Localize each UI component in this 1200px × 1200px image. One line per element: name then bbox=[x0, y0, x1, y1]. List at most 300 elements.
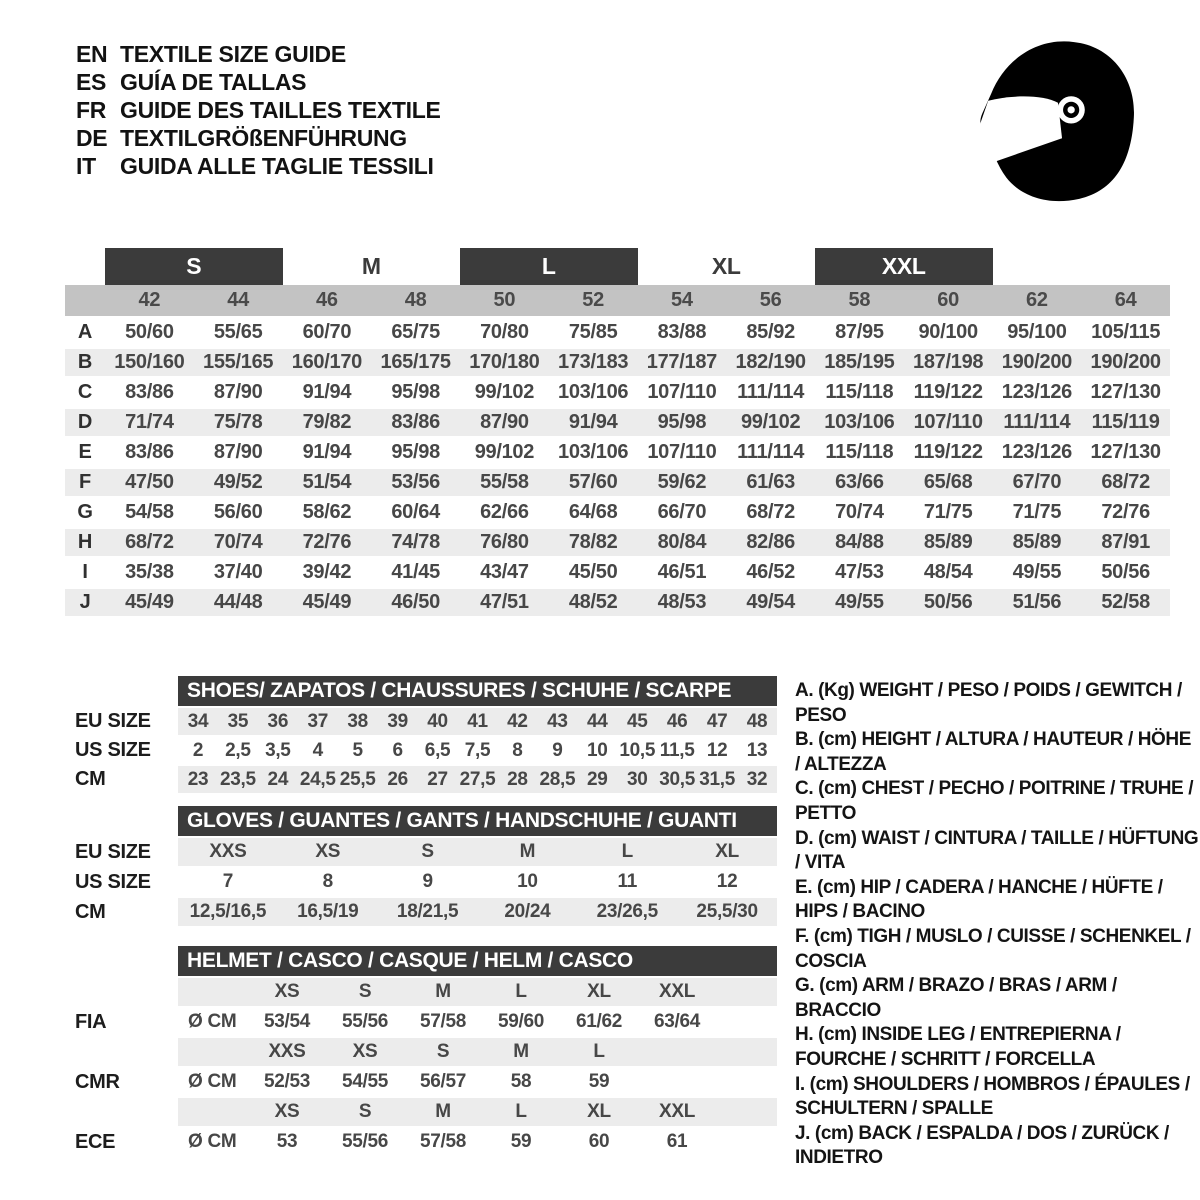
size-value-cell: XXS bbox=[209, 841, 247, 862]
helmet-size-label: XXL bbox=[658, 981, 696, 1002]
size-value-cell: 37/40 bbox=[213, 561, 263, 583]
numeric-size-label: 50 bbox=[493, 289, 516, 311]
numeric-size-label: 42 bbox=[138, 289, 161, 311]
size-value-cell: 49/52 bbox=[213, 471, 263, 493]
row-letter-label: B bbox=[77, 351, 93, 373]
measurement-row-c bbox=[65, 376, 1170, 406]
size-value-cell: 10 bbox=[587, 739, 608, 761]
row-values bbox=[178, 766, 777, 793]
size-value-cell: 115/119 bbox=[1091, 411, 1160, 433]
size-value-cell: 70/80 bbox=[480, 321, 529, 343]
size-value-cell: 76/80 bbox=[480, 531, 529, 553]
size-value-cell: 47 bbox=[706, 710, 728, 732]
size-value-cell: 155/165 bbox=[203, 351, 274, 373]
standard-label: FIA bbox=[75, 1010, 107, 1033]
size-value-cell: 11 bbox=[617, 871, 637, 892]
legend-entry: J. (cm) BACK / ESPALDA / DOS / ZURÜCK / INDIETRO bbox=[795, 1122, 1169, 1169]
size-value-cell: 49/55 bbox=[835, 591, 884, 613]
size-value-cell: 30,5 bbox=[659, 768, 696, 790]
size-value-cell: 57/58 bbox=[419, 1131, 467, 1152]
size-value-cell: 46/52 bbox=[746, 561, 795, 583]
helmet-size-label: S bbox=[436, 1041, 450, 1062]
size-value-cell: 87/90 bbox=[213, 381, 263, 403]
diameter-unit-label: Ø CM bbox=[188, 1011, 237, 1032]
gloves-row-eu-size bbox=[75, 838, 777, 866]
size-value-cell: 28,5 bbox=[539, 768, 576, 790]
measurement-row-b bbox=[65, 346, 1170, 376]
size-value-cell: 71/75 bbox=[923, 501, 973, 523]
size-value-cell: 60 bbox=[588, 1131, 610, 1152]
size-value-cell: 71/75 bbox=[1012, 501, 1062, 523]
size-value-cell: 23,5 bbox=[220, 768, 256, 790]
size-value-cell: 3,5 bbox=[265, 739, 291, 761]
size-value-cell: 68/72 bbox=[125, 531, 174, 553]
helmet-size-header-row-cmr bbox=[75, 1038, 777, 1066]
row-label: EU SIZE bbox=[75, 840, 151, 863]
size-value-cell: 60/70 bbox=[302, 321, 352, 343]
size-value-cell: 63/66 bbox=[835, 471, 884, 493]
size-value-cell: 173/183 bbox=[558, 351, 629, 373]
size-value-cell: 50/56 bbox=[1101, 561, 1150, 583]
measurement-row-d bbox=[65, 406, 1170, 436]
size-value-cell: 25,5/30 bbox=[696, 901, 758, 922]
language-code: ES bbox=[76, 69, 107, 95]
helmet-size-labels bbox=[178, 1038, 777, 1066]
legend-entry: H. (cm) INSIDE LEG / ENTREPIERNA / FOURCHE / SCHRITT / FORCELLA bbox=[795, 1024, 1121, 1070]
size-value-cell: 38 bbox=[347, 710, 368, 732]
size-value-cell: 32 bbox=[746, 768, 768, 790]
helmet-size-label: L bbox=[593, 1041, 605, 1062]
guide-title: GUIDA ALLE TAGLIE TESSILI bbox=[120, 153, 434, 179]
size-group-label-s: S bbox=[105, 248, 283, 285]
size-value-cell: 60/64 bbox=[391, 501, 440, 523]
helmet-standard-row-ece bbox=[75, 1128, 777, 1156]
numeric-size-label: 48 bbox=[404, 289, 427, 311]
size-value-cell: 25,5 bbox=[339, 768, 376, 790]
shoes-size-table bbox=[75, 676, 777, 793]
size-value-cell: 2,5 bbox=[225, 739, 251, 761]
size-value-cell: 6,5 bbox=[424, 739, 451, 761]
helmet-size-label: XL bbox=[587, 981, 611, 1002]
size-value-cell: 7,5 bbox=[464, 739, 491, 761]
measurement-row-i bbox=[65, 556, 1170, 586]
legend-entry: D. (cm) WAIST / CINTURA / TAILLE / HÜFTUNG / VITA bbox=[795, 827, 1199, 874]
size-value-cell: 12 bbox=[716, 871, 738, 892]
size-value-cell: XL bbox=[715, 841, 739, 862]
size-value-cell: 107/110 bbox=[647, 381, 717, 403]
standard-label: CMR bbox=[75, 1070, 120, 1093]
size-value-cell: 18/21,5 bbox=[396, 901, 459, 922]
numeric-size-label: 44 bbox=[227, 289, 249, 311]
size-value-cell: 107/110 bbox=[913, 411, 983, 433]
size-value-cell: 56/57 bbox=[419, 1071, 467, 1092]
size-value-cell: 105/115 bbox=[1091, 321, 1161, 343]
size-value-cell: 85/89 bbox=[1012, 531, 1062, 553]
size-value-cell: 41/45 bbox=[391, 561, 440, 583]
size-value-cell: 83/88 bbox=[657, 321, 707, 343]
helmet-size-label: XS bbox=[352, 1041, 378, 1062]
row-letter-label: I bbox=[82, 561, 88, 583]
row-values bbox=[178, 737, 777, 764]
language-row bbox=[76, 68, 441, 96]
size-group-label-xxl: XXL bbox=[815, 248, 993, 285]
language-code: EN bbox=[76, 41, 108, 67]
size-value-cell: 67/70 bbox=[1012, 471, 1062, 493]
size-value-cell: 59/62 bbox=[657, 471, 707, 493]
size-value-cell: 46/50 bbox=[391, 591, 440, 613]
size-value-cell: 53/56 bbox=[391, 471, 440, 493]
helmet-standard-row-cmr bbox=[75, 1068, 777, 1096]
size-group-label-xl: XL bbox=[711, 253, 741, 279]
size-value-cell: 123/126 bbox=[1001, 441, 1072, 463]
size-value-cell: 55/56 bbox=[341, 1131, 389, 1152]
size-value-cell: 53 bbox=[276, 1131, 298, 1152]
size-value-cell: 57/58 bbox=[419, 1011, 467, 1032]
size-value-cell: 46/51 bbox=[657, 561, 707, 583]
size-value-cell: 52/53 bbox=[263, 1071, 311, 1092]
helmet-size-label: XXS bbox=[268, 1041, 306, 1062]
helmet-icon bbox=[978, 36, 1140, 208]
helmet-size-header-row-ece bbox=[75, 1098, 777, 1126]
helmet-size-label: M bbox=[513, 1041, 529, 1062]
size-value-cell: 123/126 bbox=[1001, 381, 1072, 403]
helmet-size-label: L bbox=[515, 981, 527, 1002]
shoes-table-title: SHOES/ ZAPATOS / CHAUSSURES / SCHUHE / SCARPE bbox=[178, 676, 777, 706]
language-title-block bbox=[76, 40, 441, 180]
helmet-size-label: S bbox=[358, 1101, 372, 1122]
helmet-size-labels bbox=[178, 978, 777, 1006]
numeric-size-label: 54 bbox=[671, 289, 693, 311]
numeric-size-label: 64 bbox=[1114, 289, 1137, 311]
size-value-cell: 16,5/19 bbox=[297, 901, 359, 922]
size-value-cell: 55/58 bbox=[480, 471, 529, 493]
size-value-cell: 7 bbox=[222, 871, 234, 892]
helmet-size-values bbox=[178, 1128, 777, 1156]
size-value-cell: 61 bbox=[666, 1131, 688, 1152]
size-value-cell: 44 bbox=[587, 710, 608, 732]
size-value-cell: 177/187 bbox=[646, 351, 717, 373]
size-value-cell: 10,5 bbox=[619, 739, 656, 761]
size-value-cell: 49/55 bbox=[1012, 561, 1062, 583]
size-value-cell: 170/180 bbox=[469, 351, 540, 373]
size-value-cell: 63/64 bbox=[653, 1011, 701, 1032]
size-value-cell: 12 bbox=[706, 739, 728, 761]
size-value-cell: 59/60 bbox=[497, 1011, 545, 1032]
diameter-unit-label: Ø CM bbox=[188, 1131, 237, 1152]
size-value-cell: 111/114 bbox=[737, 441, 805, 463]
helmet-size-label: XL bbox=[587, 1101, 611, 1122]
helmet-size-values bbox=[178, 1068, 777, 1096]
gloves-row-cm bbox=[75, 898, 777, 926]
size-group-header-row bbox=[65, 248, 1170, 285]
size-value-cell: 49/54 bbox=[746, 591, 795, 613]
size-value-cell: 190/200 bbox=[1001, 351, 1072, 373]
gloves-row-us-size bbox=[75, 868, 777, 896]
size-value-cell: 40 bbox=[427, 710, 448, 732]
size-value-cell: 87/95 bbox=[835, 321, 884, 343]
size-value-cell: 34 bbox=[187, 710, 209, 732]
size-value-cell: 43/47 bbox=[480, 561, 529, 583]
size-value-cell: 103/106 bbox=[558, 441, 629, 463]
size-value-cell: 35/38 bbox=[125, 561, 174, 583]
size-value-cell: 72/76 bbox=[302, 531, 352, 553]
size-value-cell: 75/78 bbox=[213, 411, 263, 433]
size-value-cell: 6 bbox=[392, 739, 403, 761]
size-value-cell: 95/98 bbox=[391, 381, 440, 403]
guide-title: GUIDE DES TAILLES TEXTILE bbox=[120, 97, 441, 123]
helmet-size-values bbox=[178, 1008, 777, 1036]
size-value-cell: 91/94 bbox=[302, 441, 352, 463]
size-value-cell: 90/100 bbox=[918, 321, 978, 343]
size-value-cell: 48/54 bbox=[923, 561, 973, 583]
size-value-cell: 30 bbox=[626, 768, 648, 790]
size-value-cell: 99/102 bbox=[474, 441, 535, 463]
size-value-cell: 103/106 bbox=[824, 411, 895, 433]
legend-entry: G. (cm) ARM / BRAZO / BRAS / ARM / BRACCIO bbox=[795, 975, 1117, 1021]
size-value-cell: 12,5/16,5 bbox=[189, 901, 267, 922]
size-group-label-m: M bbox=[361, 253, 381, 279]
helmet-size-label: L bbox=[515, 1101, 527, 1122]
size-value-cell: 4 bbox=[312, 739, 323, 761]
size-value-cell: 54/58 bbox=[125, 501, 174, 523]
size-value-cell: 24 bbox=[267, 768, 289, 790]
gloves-table-title: GLOVES / GUANTES / GANTS / HANDSCHUHE / GUANTI bbox=[178, 806, 777, 836]
size-value-cell: 54/55 bbox=[341, 1071, 389, 1092]
size-value-cell: 5 bbox=[352, 739, 363, 761]
helmet-table-title: HELMET / CASCO / CASQUE / HELM / CASCO bbox=[178, 946, 777, 976]
size-value-cell: 115/118 bbox=[825, 441, 894, 463]
size-value-cell: 74/78 bbox=[391, 531, 440, 553]
size-value-cell: 51/54 bbox=[302, 471, 352, 493]
size-value-cell: 58/62 bbox=[302, 501, 352, 523]
size-value-cell: 99/102 bbox=[474, 381, 535, 403]
size-value-cell: 31,5 bbox=[699, 768, 735, 790]
row-letter-label: C bbox=[77, 381, 93, 403]
size-value-cell: 48/53 bbox=[657, 591, 707, 613]
helmet-size-header-row-fia bbox=[75, 978, 777, 1006]
size-value-cell: 80/84 bbox=[657, 531, 707, 553]
size-value-cell: 46 bbox=[666, 710, 688, 732]
size-value-cell: 55/65 bbox=[213, 321, 263, 343]
size-value-cell: 2 bbox=[192, 739, 204, 761]
row-label: CM bbox=[75, 768, 106, 790]
legend-entry: A. (Kg) WEIGHT / PESO / POIDS / GEWITCH / PESO bbox=[795, 680, 1182, 726]
size-value-cell: 59 bbox=[588, 1071, 610, 1092]
row-values bbox=[178, 868, 777, 896]
size-value-cell: 27 bbox=[427, 768, 448, 790]
language-code: FR bbox=[76, 97, 107, 123]
numeric-size-label: 46 bbox=[316, 289, 338, 311]
size-value-cell: 57/60 bbox=[568, 471, 618, 493]
size-value-cell: 66/70 bbox=[657, 501, 707, 523]
size-value-cell: 72/76 bbox=[1101, 501, 1150, 523]
size-value-cell: 55/56 bbox=[341, 1011, 389, 1032]
size-value-cell: 23 bbox=[187, 768, 209, 790]
size-value-cell: 84/88 bbox=[835, 531, 884, 553]
size-value-cell: M bbox=[519, 841, 536, 862]
legend-entry: F. (cm) TIGH / MUSLO / CUISSE / SCHENKEL / COSCIA bbox=[795, 925, 1191, 972]
row-label: EU SIZE bbox=[75, 710, 151, 732]
row-label: US SIZE bbox=[75, 739, 151, 761]
size-value-cell: 53/54 bbox=[263, 1011, 311, 1032]
language-row bbox=[76, 124, 441, 152]
helmet-size-label: M bbox=[435, 981, 451, 1002]
size-value-cell: 52/58 bbox=[1101, 591, 1150, 613]
size-value-cell: 29 bbox=[587, 768, 608, 790]
size-value-cell: 42 bbox=[507, 710, 528, 732]
size-value-cell: 51/56 bbox=[1012, 591, 1062, 613]
row-letter-label: F bbox=[79, 471, 91, 493]
numeric-size-label: 58 bbox=[848, 289, 871, 311]
size-value-cell: 24,5 bbox=[299, 768, 336, 790]
size-value-cell: 48/52 bbox=[568, 591, 618, 613]
size-value-cell: 70/74 bbox=[213, 531, 263, 553]
size-value-cell: 43 bbox=[547, 710, 568, 732]
numeric-size-label: 56 bbox=[759, 289, 782, 311]
row-values bbox=[178, 898, 777, 926]
size-value-cell: 127/130 bbox=[1090, 441, 1161, 463]
size-value-cell: 91/94 bbox=[302, 381, 352, 403]
measurement-row-g bbox=[65, 496, 1170, 526]
size-value-cell: 8 bbox=[322, 871, 333, 892]
size-value-cell: 95/100 bbox=[1007, 321, 1067, 343]
size-value-cell: 111/114 bbox=[737, 381, 805, 403]
measurement-row-h bbox=[65, 526, 1170, 556]
size-value-cell: 61/62 bbox=[575, 1011, 623, 1032]
size-value-cell: 68/72 bbox=[1101, 471, 1150, 493]
size-value-cell: 47/50 bbox=[125, 471, 174, 493]
size-value-cell: 119/122 bbox=[913, 441, 983, 463]
size-value-cell: 37 bbox=[307, 710, 329, 732]
standard-label: ECE bbox=[75, 1130, 116, 1153]
row-letter-label: A bbox=[77, 321, 93, 343]
size-value-cell: 119/122 bbox=[913, 381, 983, 403]
size-group-label-l: L bbox=[460, 248, 638, 285]
size-value-cell: 9 bbox=[422, 871, 433, 892]
size-value-cell: XS bbox=[315, 841, 341, 862]
measurement-row-e bbox=[65, 436, 1170, 466]
size-value-cell: 160/170 bbox=[291, 351, 362, 373]
row-label: US SIZE bbox=[75, 870, 151, 893]
size-value-cell: 50/60 bbox=[125, 321, 174, 343]
language-code: DE bbox=[76, 125, 108, 151]
size-value-cell: 79/82 bbox=[302, 411, 352, 433]
size-value-cell: 78/82 bbox=[568, 531, 618, 553]
size-value-cell: 95/98 bbox=[391, 441, 440, 463]
size-value-cell: 87/90 bbox=[213, 441, 263, 463]
legend-entry: I. (cm) SHOULDERS / HOMBROS / ÉPAULES / SCHULTERN / SPALLE bbox=[795, 1073, 1190, 1120]
measurement-row-f bbox=[65, 466, 1170, 496]
size-value-cell: 58 bbox=[510, 1071, 532, 1092]
row-letter-label: J bbox=[79, 591, 91, 613]
size-value-cell: 39 bbox=[387, 710, 408, 732]
size-value-cell: 59 bbox=[510, 1131, 532, 1152]
size-value-cell: 127/130 bbox=[1090, 381, 1161, 403]
guide-title: TEXTILGRÖßENFÜHRUNG bbox=[120, 125, 407, 151]
size-value-cell: 83/86 bbox=[391, 411, 440, 433]
size-value-cell: 41 bbox=[467, 710, 488, 732]
measurement-row-a bbox=[65, 316, 1170, 346]
size-value-cell: 111/114 bbox=[1003, 411, 1071, 433]
size-value-cell: 68/72 bbox=[746, 501, 795, 523]
legend-entry: E. (cm) HIP / CADERA / HANCHE / HÜFTE / HIPS / BACINO bbox=[795, 876, 1163, 923]
shoes-row-us-size bbox=[75, 737, 777, 764]
guide-title: GUÍA DE TALLAS bbox=[120, 69, 307, 95]
size-value-cell: 56/60 bbox=[213, 501, 263, 523]
size-value-cell: 9 bbox=[552, 739, 563, 761]
size-value-cell: 44/48 bbox=[213, 591, 263, 613]
size-value-cell: 64/68 bbox=[568, 501, 618, 523]
row-letter-label: G bbox=[77, 501, 93, 523]
row-letter-label: E bbox=[78, 441, 92, 463]
size-value-cell: 8 bbox=[512, 739, 523, 761]
numeric-size-label: 60 bbox=[937, 289, 959, 311]
helmet-size-table bbox=[75, 946, 777, 1156]
size-value-cell: 45/49 bbox=[302, 591, 352, 613]
size-value-cell: 50/56 bbox=[923, 591, 973, 613]
size-value-cell: 75/85 bbox=[568, 321, 618, 343]
size-value-cell: 45/49 bbox=[125, 591, 174, 613]
measurement-legend bbox=[795, 679, 1199, 1171]
size-value-cell: 35 bbox=[227, 710, 249, 732]
helmet-standard-row-fia bbox=[75, 1008, 777, 1036]
legend-entry: B. (cm) HEIGHT / ALTURA / HAUTEUR / HÖHE / ALTEZZA bbox=[795, 729, 1192, 775]
gloves-size-table bbox=[75, 806, 777, 926]
size-value-cell: 185/195 bbox=[824, 351, 895, 373]
textile-size-table bbox=[65, 248, 1170, 616]
numeric-size-label: 62 bbox=[1026, 289, 1048, 311]
row-letter-label: H bbox=[77, 531, 93, 553]
shoes-row-eu-size bbox=[75, 708, 777, 735]
size-value-cell: S bbox=[421, 841, 434, 862]
size-value-cell: 26 bbox=[387, 768, 408, 790]
size-value-cell: 20/24 bbox=[504, 901, 551, 922]
size-value-cell: 61/63 bbox=[746, 471, 795, 493]
size-value-cell: 190/200 bbox=[1090, 351, 1161, 373]
size-value-cell: 45/50 bbox=[568, 561, 618, 583]
size-value-cell: 23/26,5 bbox=[596, 901, 658, 922]
helmet-size-label: XS bbox=[274, 1101, 300, 1122]
size-value-cell: 39/42 bbox=[302, 561, 352, 583]
helmet-size-labels bbox=[178, 1098, 777, 1126]
size-value-cell: 150/160 bbox=[114, 351, 185, 373]
size-value-cell: 87/91 bbox=[1101, 531, 1150, 553]
size-value-cell: 91/94 bbox=[568, 411, 618, 433]
size-value-cell: 28 bbox=[507, 768, 528, 790]
helmet-size-label: M bbox=[435, 1101, 451, 1122]
size-value-cell: 36 bbox=[267, 710, 289, 732]
size-value-cell: 87/90 bbox=[480, 411, 529, 433]
measurement-row-j bbox=[65, 586, 1170, 616]
size-value-cell: 182/190 bbox=[735, 351, 806, 373]
helmet-size-label: XXL bbox=[658, 1101, 696, 1122]
size-value-cell: 107/110 bbox=[647, 441, 717, 463]
size-value-cell: 85/89 bbox=[923, 531, 973, 553]
size-value-cell: 99/102 bbox=[740, 411, 801, 433]
size-value-cell: 83/86 bbox=[125, 441, 174, 463]
row-label: CM bbox=[75, 900, 106, 923]
size-value-cell: 45 bbox=[626, 710, 648, 732]
size-value-cell: 165/175 bbox=[380, 351, 451, 373]
numeric-size-header-row bbox=[65, 285, 1170, 316]
size-value-cell: 187/198 bbox=[913, 351, 984, 373]
size-value-cell: 11,5 bbox=[659, 739, 695, 761]
size-value-cell: 10 bbox=[517, 871, 538, 892]
row-values bbox=[178, 838, 777, 866]
size-value-cell: 27,5 bbox=[459, 768, 496, 790]
legend-entry: C. (cm) CHEST / PECHO / POITRINE / TRUHE / PETTO bbox=[795, 778, 1194, 824]
row-values bbox=[178, 708, 777, 735]
